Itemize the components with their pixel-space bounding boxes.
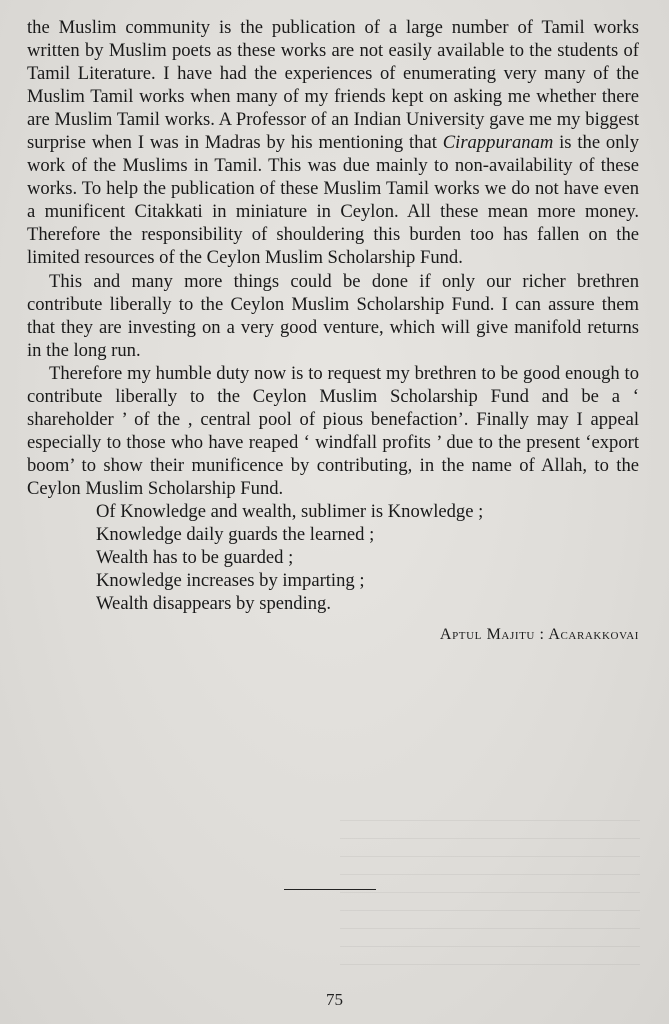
poem-line: Wealth disappears by spending. bbox=[96, 593, 331, 615]
poem-quotation bbox=[96, 500, 639, 615]
poem-line: Wealth has to be guarded ; bbox=[96, 547, 294, 569]
paragraph-1-continued: is the only work of the Muslims in Tamil. This was due mainly to non-availability of these works. To help the publication of these Muslim Tamil works we do not have even a munificent Citakkati in miniature in Ceylon. All these mean more money. Therefore the responsibility of shouldering this burden too has fallen on the limited resources of the Ceylon Muslim Scholarship Fund. bbox=[27, 132, 639, 269]
page-number: 75 bbox=[326, 990, 343, 1009]
section-divider bbox=[284, 889, 376, 890]
poem-attribution: Aptul Majitu : Acarakkovai bbox=[439, 626, 639, 644]
paragraph-3: Therefore my humble duty now is to request my brethren to be good enough to contribute liberally to the Ceylon Muslim Scholarship Fund and be a ‘ shareholder ’ of the , central pool of pious benefaction’. Finally may I appeal especially to those who have reaped ‘ windfall profits ’ due to the present ‘export boom’ to show their munificence by contributing, in the name of Allah, to the Ceylon Muslim Scholarship Fund. bbox=[27, 362, 639, 499]
page-content bbox=[27, 16, 639, 647]
book-title-cirappuranam: Cirappuranam bbox=[442, 132, 554, 154]
bleed-through-texture bbox=[340, 820, 640, 970]
paragraph-1-text: the Muslim community is the publication of a large number of Tamil works written by Muslim poets as these works are not easily available to the students of Tamil Literature. I have had the experiences of enumerating very many of the Muslim Tamil works when many of my friends kept on asking me whether there are Muslim Tamil works. A Professor of an Indian University gave me my biggest surprise when I was in Madras by his mentioning that bbox=[27, 17, 639, 154]
paragraph-2: This and many more things could be done if only our richer brethren contribute liberally to the Ceylon Muslim Scholarship Fund. I can assure them that they are investing on a very good venture, which will give manifold returns in the long run. bbox=[27, 270, 639, 361]
paragraph-1 bbox=[27, 16, 639, 270]
poem-line: Knowledge daily guards the learned ; bbox=[96, 524, 375, 546]
poem-line: Of Knowledge and wealth, sublimer is Knowledge ; bbox=[96, 500, 484, 522]
poem-line: Knowledge increases by imparting ; bbox=[96, 570, 365, 592]
